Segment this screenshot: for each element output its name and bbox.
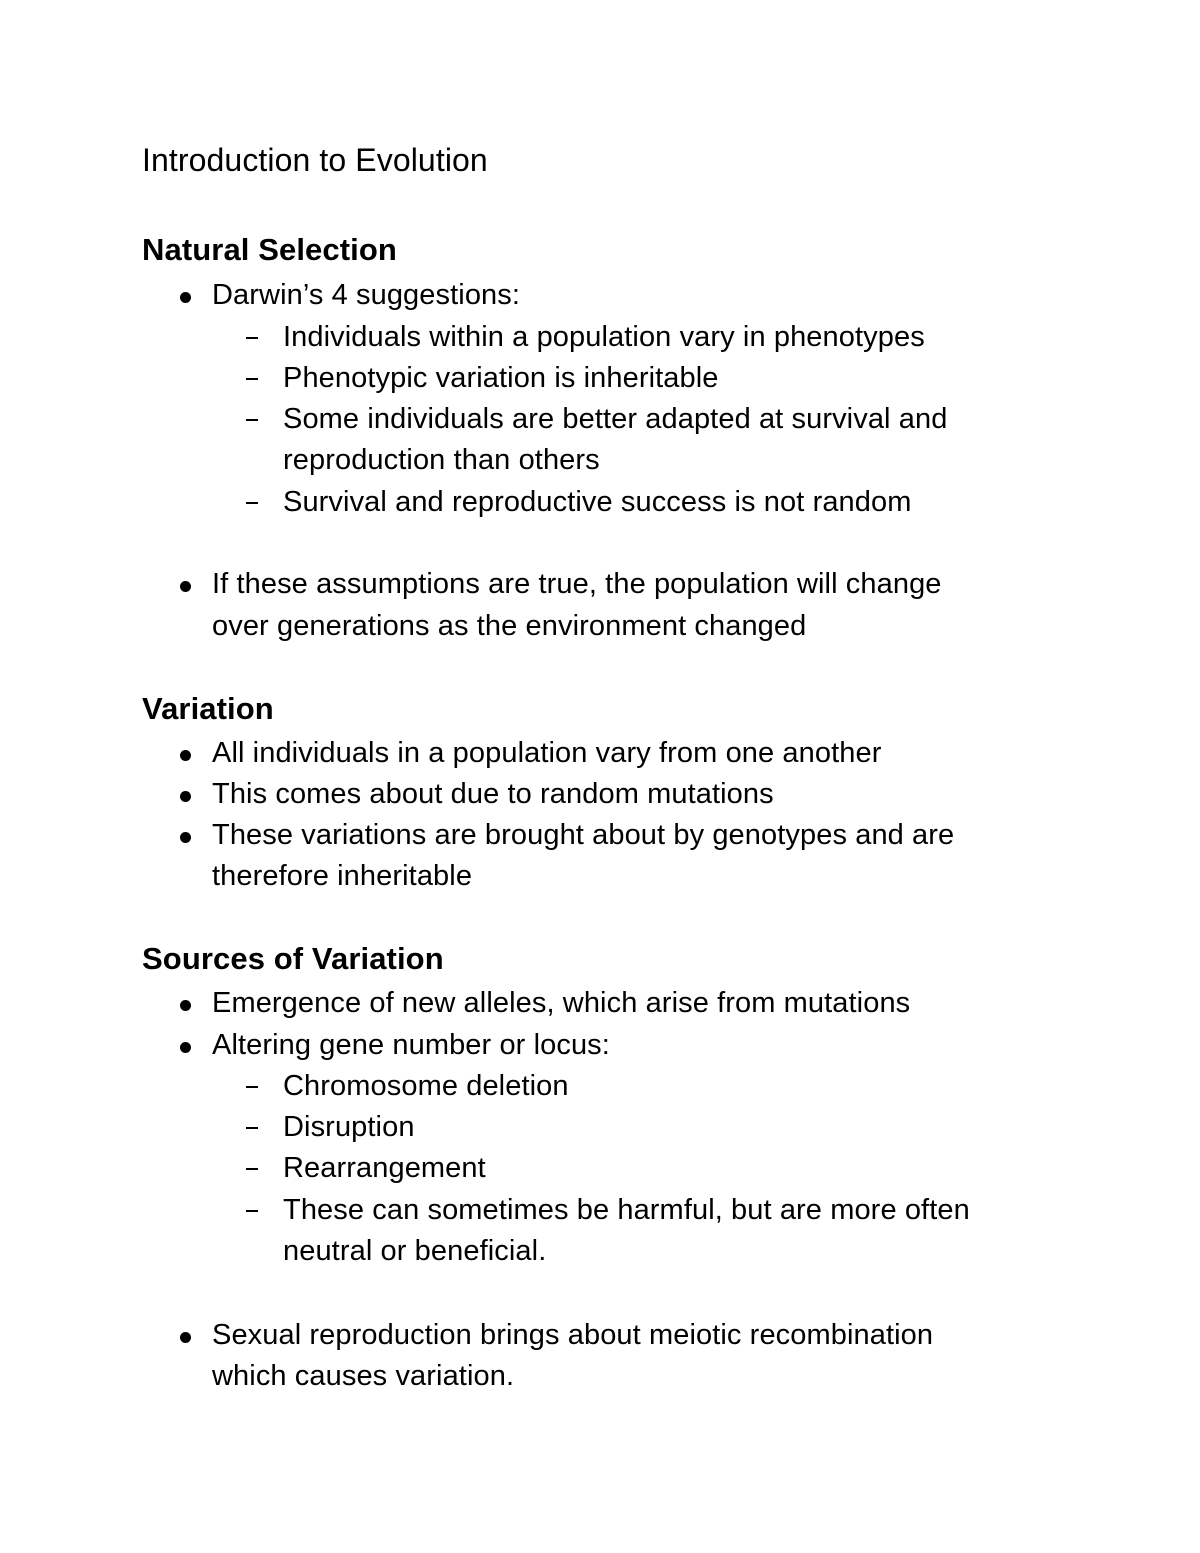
bullet-icon bbox=[180, 1332, 191, 1343]
sub-list-item-continuation: neutral or beneficial. bbox=[283, 1235, 547, 1267]
bullet-icon bbox=[180, 1042, 191, 1053]
list-item: Sexual reproduction brings about meiotic recombination bbox=[212, 1319, 934, 1351]
list-item: These variations are brought about by genotypes and are bbox=[212, 819, 955, 851]
bullet-icon bbox=[180, 750, 191, 761]
dash-icon bbox=[246, 378, 258, 380]
dash-icon bbox=[246, 1127, 258, 1129]
list-item-continuation: which causes variation. bbox=[212, 1360, 515, 1392]
dash-icon bbox=[246, 502, 258, 504]
list-item: This comes about due to random mutations bbox=[212, 778, 774, 810]
sub-list-item-continuation: reproduction than others bbox=[283, 444, 600, 476]
sub-list-item: Some individuals are better adapted at survival and bbox=[283, 403, 948, 435]
list-item-continuation: therefore inheritable bbox=[212, 860, 473, 892]
list-item-continuation: over generations as the environment changed bbox=[212, 610, 807, 642]
dash-icon bbox=[246, 419, 258, 421]
section-heading-variation: Variation bbox=[142, 691, 274, 726]
list-item: If these assumptions are true, the population will change bbox=[212, 568, 942, 600]
bullet-icon bbox=[180, 581, 191, 592]
list-item: Emergence of new alleles, which arise from mutations bbox=[212, 987, 911, 1019]
sub-list-item: Survival and reproductive success is not random bbox=[283, 486, 912, 518]
sub-list-item: Individuals within a population vary in phenotypes bbox=[283, 321, 925, 353]
sub-list-item: Disruption bbox=[283, 1111, 415, 1143]
section-heading-sources-of-variation: Sources of Variation bbox=[142, 941, 444, 976]
bullet-icon bbox=[180, 791, 191, 802]
dash-icon bbox=[246, 1168, 258, 1170]
dash-icon bbox=[246, 1210, 258, 1212]
list-item: All individuals in a population vary from one another bbox=[212, 737, 882, 769]
dash-icon bbox=[246, 1086, 258, 1088]
sub-list-item: These can sometimes be harmful, but are more often bbox=[283, 1194, 970, 1226]
sub-list-item: Chromosome deletion bbox=[283, 1070, 569, 1102]
bullet-icon bbox=[180, 1000, 191, 1011]
list-item: Altering gene number or locus: bbox=[212, 1029, 610, 1061]
sub-list-item: Rearrangement bbox=[283, 1152, 486, 1184]
sub-list-item: Phenotypic variation is inheritable bbox=[283, 362, 719, 394]
bullet-icon bbox=[180, 832, 191, 843]
bullet-icon bbox=[180, 292, 191, 303]
dash-icon bbox=[246, 337, 258, 339]
list-item: Darwin’s 4 suggestions: bbox=[212, 279, 521, 311]
section-heading-natural-selection: Natural Selection bbox=[142, 232, 397, 267]
document-title: Introduction to Evolution bbox=[142, 142, 488, 178]
